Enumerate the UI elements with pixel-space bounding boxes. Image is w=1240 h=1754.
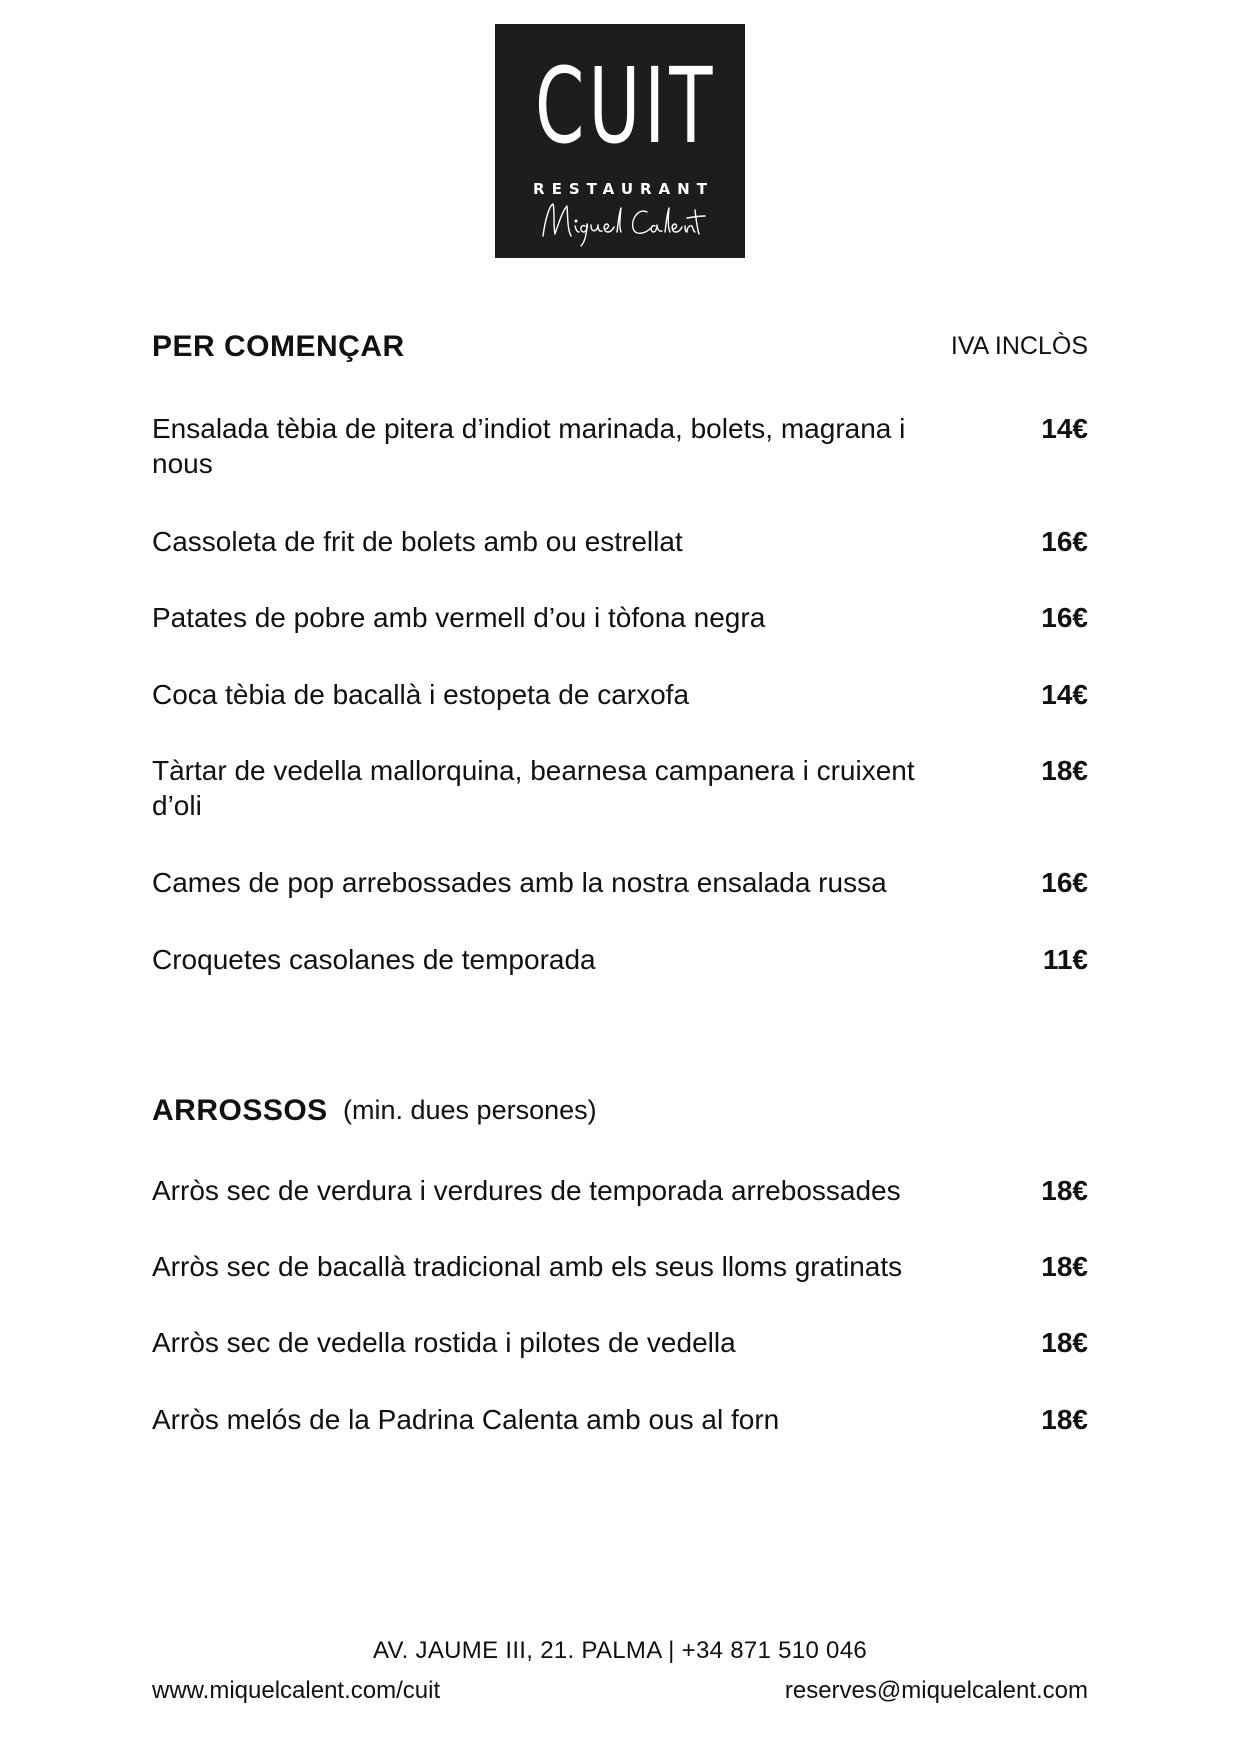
menu-item-price: 18€	[1041, 1327, 1088, 1358]
menu-item-name: Arròs sec de vedella rostida i pilotes de vedella	[152, 1327, 736, 1358]
menu-item-name: Croquetes casolanes de temporada	[152, 944, 596, 975]
menu-item-price: 11€	[1042, 944, 1088, 975]
menu-item-price: 18€	[1041, 1175, 1088, 1206]
signature-icon	[535, 196, 707, 248]
menu-item-name: Ensalada tèbia de pitera d’indiot marinada, bolets, magrana i nous	[152, 413, 906, 479]
menu-item-price: 14€	[1041, 679, 1088, 710]
menu-item-name: Arròs melós de la Padrina Calenta amb ous al forn	[152, 1404, 780, 1435]
menu-item-name: Arròs sec de bacallà tradicional amb els seus lloms gratinats	[152, 1251, 903, 1282]
menu-item-price: 14€	[1041, 413, 1088, 444]
menu-item-price: 16€	[1041, 526, 1088, 557]
logo-subtitle: RESTAURANT	[533, 180, 714, 198]
menu-item-name: Arròs sec de verdura i verdures de temporada arrebossades	[152, 1175, 901, 1206]
footer-address: AV. JAUME III, 21. PALMA | +34 871 510 046	[372, 1637, 868, 1664]
menu-item-price: 16€	[1041, 602, 1088, 633]
section-title-rice: ARROSSOS	[152, 1094, 328, 1127]
section-note-rice: (min. dues persones)	[343, 1095, 597, 1125]
menu-item-name: Cassoleta de frit de bolets amb ou estrellat	[152, 526, 683, 557]
menu-item-name: Patates de pobre amb vermell d’ou i tòfona negra	[152, 602, 766, 633]
menu-item-name: Cames de pop arrebossades amb la nostra ensalada russa	[152, 867, 887, 898]
menu-item-price: 18€	[1041, 1251, 1088, 1282]
menu-item-price: 16€	[1041, 867, 1088, 898]
menu-item-name: Coca tèbia de bacallà i estopeta de carxofa	[152, 679, 690, 710]
footer-email-link[interactable]: reserves@miquelcalent.com	[784, 1677, 1088, 1704]
section-title-starters: PER COMENÇAR	[152, 330, 405, 363]
footer-website-link[interactable]: www.miquelcalent.com/cuit	[152, 1677, 441, 1704]
restaurant-logo	[495, 24, 745, 258]
logo-name: CUIT	[535, 45, 717, 167]
tax-included-note: IVA INCLÒS	[950, 332, 1088, 360]
menu-item-price: 18€	[1041, 755, 1088, 786]
menu-item-name: Tàrtar de vedella mallorquina, bearnesa campanera i cruixent d’oli	[152, 755, 915, 821]
menu-item-price: 18€	[1041, 1404, 1088, 1435]
